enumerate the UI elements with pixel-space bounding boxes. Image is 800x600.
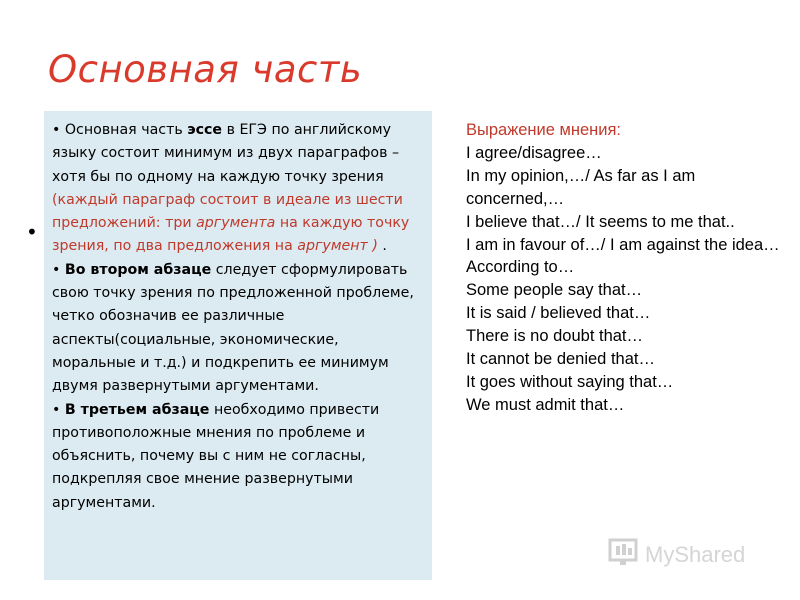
phrase-line: I believe that…/ It seems to me that.. (466, 212, 735, 231)
text: следует сформулировать свою точку зрения по предложенной проблеме, четко обозначив ее различные аспекты(социальные, экономические, моральные и т.д.) и подкрепить ее минимум двумя развернутыми аргументами. (52, 261, 414, 395)
bullet: • (52, 261, 61, 278)
phrase-line: We must admit that… (466, 395, 625, 414)
stray-bullet: • (26, 220, 38, 244)
red-text: (каждый параграф состоит в идеале из шести предложений: три (52, 191, 403, 232)
bold-text: эссе (187, 122, 223, 138)
bullet: • (52, 122, 61, 138)
phrase-line: Some people say that… (466, 281, 643, 300)
red-note (52, 192, 409, 255)
slide-title: Основная часть (48, 48, 363, 91)
phrase-line: In my opinion,…/ As far as I am concerned,… (466, 166, 696, 208)
text: необходимо привести противоположные мнения по проблеме и объяснить, почему вы с ним не согласны, подкрепляя свое мнение развернутыми аргументами. (52, 401, 380, 511)
opinion-heading: Выражение мнения: (466, 121, 622, 139)
phrase-line: I am in favour of…/ I am against the idea… (466, 235, 780, 254)
main-part-description-box (44, 111, 432, 580)
opinion-phrases-list (466, 119, 786, 417)
phrase-line: It cannot be denied that… (466, 350, 655, 369)
paragraph-second-section (52, 259, 426, 399)
myshared-watermark (607, 537, 745, 573)
red-italic-text: аргумента (196, 215, 276, 232)
red-italic-text: аргумент ) (297, 238, 378, 255)
paragraph-essay-main-part (52, 119, 426, 259)
text: Основная часть (64, 122, 188, 138)
bold-text: Во втором абзаце (64, 261, 212, 278)
myshared-logo-icon (607, 537, 645, 573)
bold-text: В третьем абзаце (64, 401, 210, 418)
bullet: • (52, 401, 61, 418)
phrase-line: It is said / believed that… (466, 304, 651, 323)
phrase-line: It goes without saying that… (466, 372, 674, 391)
text: . (377, 238, 387, 255)
phrase-line: I agree/disagree… (466, 143, 602, 162)
phrase-line: According to… (466, 258, 575, 277)
text: в ЕГЭ по английскому языку состоит минимум из двух параграфов – хотя бы по одному на каждую точку зрения (52, 122, 400, 185)
red-text: на каждую точку зрения, по два предложения на (52, 215, 410, 255)
phrase-line: There is no doubt that… (466, 327, 644, 346)
watermark-text: MyShared (645, 542, 746, 567)
paragraph-third-section (52, 399, 426, 515)
